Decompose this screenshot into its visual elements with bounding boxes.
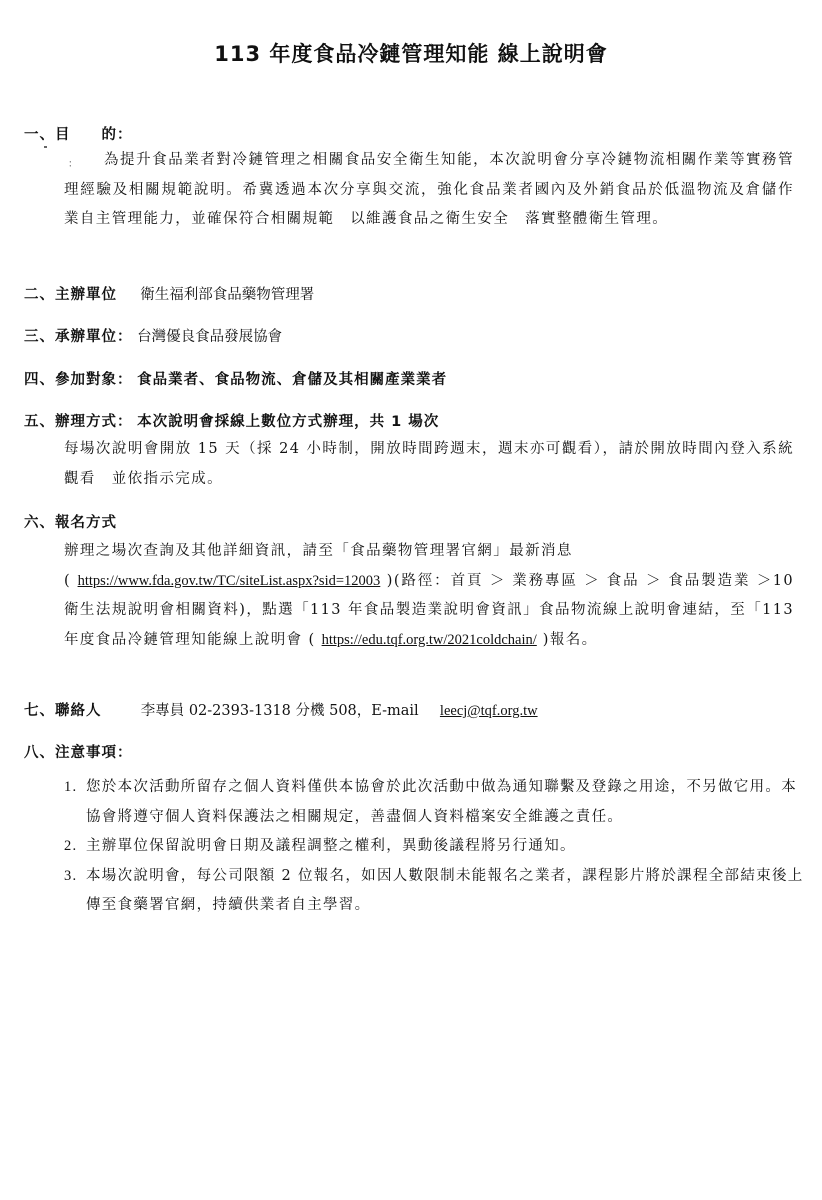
section-method-heading: 五、辦理方式： (24, 414, 133, 430)
registration-tail: )報名。 (536, 631, 598, 648)
note-number: 3. (64, 867, 78, 884)
section-participants (24, 369, 794, 391)
section-method-body-wrap (24, 435, 794, 494)
section-registration-body (64, 537, 794, 655)
section-method-value: 本次說明會採線上數位方式辦理，共 1 場次 (137, 414, 440, 430)
note-item (64, 832, 804, 862)
tqf-coldchain-link[interactable]: https://edu.tqf.org.tw/2021coldchain/ (321, 631, 537, 648)
section-notes (24, 742, 794, 764)
section-executor (24, 326, 794, 348)
section-registration (24, 512, 794, 534)
section-organizer-heading: 二、主辦單位 (24, 287, 117, 303)
registration-pre-link2: ( (308, 631, 322, 648)
note-number: 2. (64, 838, 78, 854)
notes-list (64, 773, 804, 921)
section-contact (24, 700, 794, 722)
document-title: 113 年度食品冷鏈管理知能 線上說明會 (214, 42, 608, 66)
section-notes-list-wrap (24, 773, 804, 921)
section-method (24, 411, 794, 433)
section-participants-value: 食品業者、食品物流、倉儲及其相關產業業者 (137, 372, 448, 388)
section-registration-body-wrap (24, 537, 794, 655)
registration-pre-link1: ( (64, 572, 78, 589)
section-purpose-heading: 一、目 的： (24, 127, 133, 143)
section-organizer-value: 衛生福利部食品藥物管理署 (140, 287, 315, 303)
registration-path-text: )(路徑：首頁 ＞ 業務專區 ＞ 食品 ＞ 食品製造業 ＞10 衛生法規說明會相關資料)，點選「113 年食品製造業說明會資訊」食品物流線上說明會連結，至「113 年度食品冷鏈管理知能線上說明會 (64, 572, 794, 648)
section-contact-heading: 七、聯絡人 (24, 703, 102, 719)
contact-email-link[interactable]: leecj@tqf.org.tw (439, 703, 538, 719)
section-contact-value: 李專員 02-2393-1318 分機 508，E-mail (140, 703, 419, 719)
section-purpose (24, 124, 794, 146)
section-purpose-body: 為提升食品業者對冷鏈管理之相關食品安全衛生知能，本次說明會分享冷鏈物流相關作業等實務管理經驗及相關規範說明。希冀透過本次分享與交流，強化食品業者國內及外銷食品於低溫物流及倉儲作業自主管理能力，並確保符合相關規範 以維護食品之衛生安全 落實整體衛生管理。 (64, 152, 794, 227)
section-executor-heading: 三、承辦單位： (24, 329, 133, 345)
note-text: 本場次說明會，每公司限額 2 位報名，如因人數限制未能報名之業者，課程影片將於課程全部結束後上傳至食藥署官網，持續供業者自主學習。 (86, 867, 804, 913)
section-organizer (24, 284, 794, 306)
note-number: 1. (64, 779, 78, 795)
note-text: 您於本次活動所留存之個人資料僅供本協會於此次活動中做為通知聯繫及登錄之用途，不另做它用。本協會將遵守個人資料保護法之相關規定，善盡個人資料檔案安全維護之責任。 (86, 779, 797, 825)
note-item (64, 773, 804, 832)
section-notes-heading: 八、注意事項： (24, 745, 133, 761)
note-item (64, 862, 804, 921)
section-participants-heading: 四、參加對象： (24, 372, 133, 388)
section-registration-heading: 六、報名方式 (24, 515, 117, 531)
note-text: 主辦單位保留說明會日期及議程調整之權利，異動後議程將另行通知。 (86, 838, 576, 854)
section-method-body: 每場次說明會開放 15 天（採 24 小時制，開放時間跨週末，週末亦可觀看），請於開放時間內登入系統觀看 並依指示完成。 (64, 441, 794, 487)
section-purpose-body-wrap (24, 146, 794, 235)
registration-line1: 辦理之場次查詢及其他詳細資訊，請至「食品藥物管理署官網」最新消息 (64, 543, 573, 559)
fda-site-link[interactable]: https://www.fda.gov.tw/TC/siteList.aspx?sid=12003 (77, 572, 381, 589)
section-purpose-mark: ： (68, 159, 78, 170)
section-executor-value: 台灣優良食品發展協會 (137, 329, 283, 345)
